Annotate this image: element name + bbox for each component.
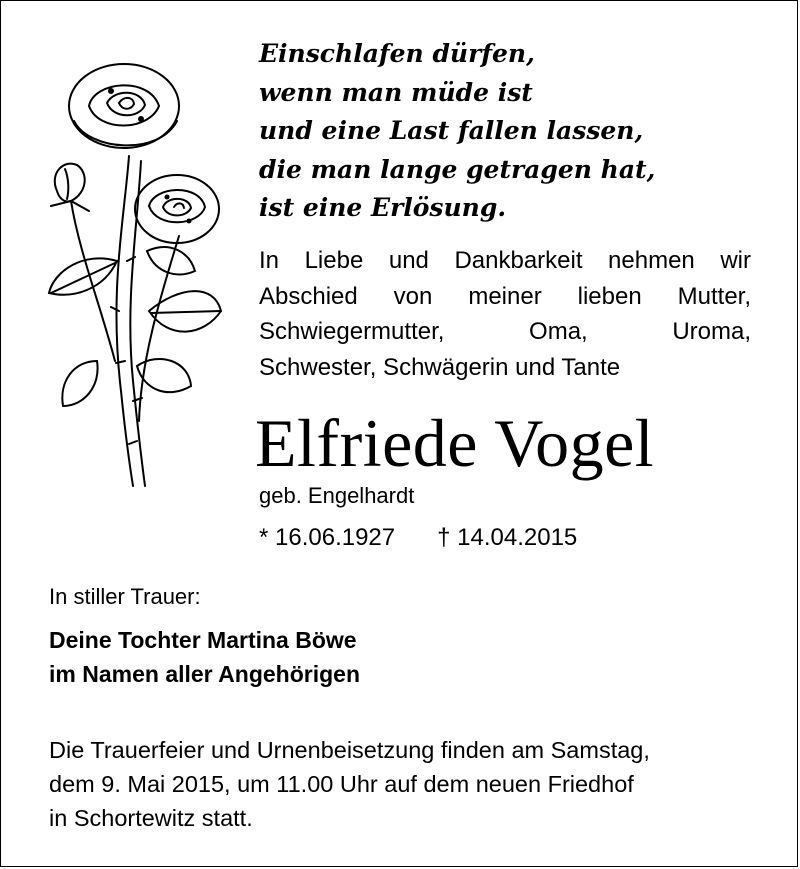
mourning-heading: In stiller Trauer: xyxy=(49,584,201,609)
birth-date: * 16.06.1927 xyxy=(259,524,396,551)
farewell-text xyxy=(259,243,751,385)
ceremony-line: Die Trauerfeier und Urnenbeisetzung finden am Samstag, xyxy=(49,737,650,763)
ceremony-line: dem 9. Mai 2015, um 11.00 Uhr auf dem neuen Friedhof xyxy=(49,771,634,797)
farewell-line: Schwiegermutter, Oma, Uroma, xyxy=(259,318,751,345)
signers xyxy=(49,623,360,691)
deceased-name: Elfriede Vogel xyxy=(255,405,655,481)
ceremony-line: in Schortewitz statt. xyxy=(49,805,253,831)
signer-line: Deine Tochter Martina Böwe xyxy=(49,627,357,653)
poem-line: Einschlafen dürfen, xyxy=(259,39,535,68)
poem-line: und eine Last fallen lassen, xyxy=(259,116,644,145)
farewell-line: Abschied von meiner lieben Mutter, xyxy=(259,282,751,310)
farewell-line: Schwester, Schwägerin und Tante xyxy=(259,353,621,381)
maiden-name: geb. Engelhardt xyxy=(259,483,415,508)
poem-line: wenn man müde ist xyxy=(259,77,533,107)
rose-illustration-icon xyxy=(29,61,239,491)
signer-line: im Namen aller Angehörigen xyxy=(49,661,360,687)
poem-line: ist eine Erlösung. xyxy=(259,193,507,222)
life-dates xyxy=(259,521,577,555)
death-date: † 14.04.2015 xyxy=(437,524,578,551)
poem-line: die man lange getragen hat, xyxy=(259,154,656,184)
farewell-line: In Liebe und Dankbarkeit nehmen wir xyxy=(259,247,751,274)
poem xyxy=(259,35,779,228)
ceremony-info xyxy=(49,733,753,835)
